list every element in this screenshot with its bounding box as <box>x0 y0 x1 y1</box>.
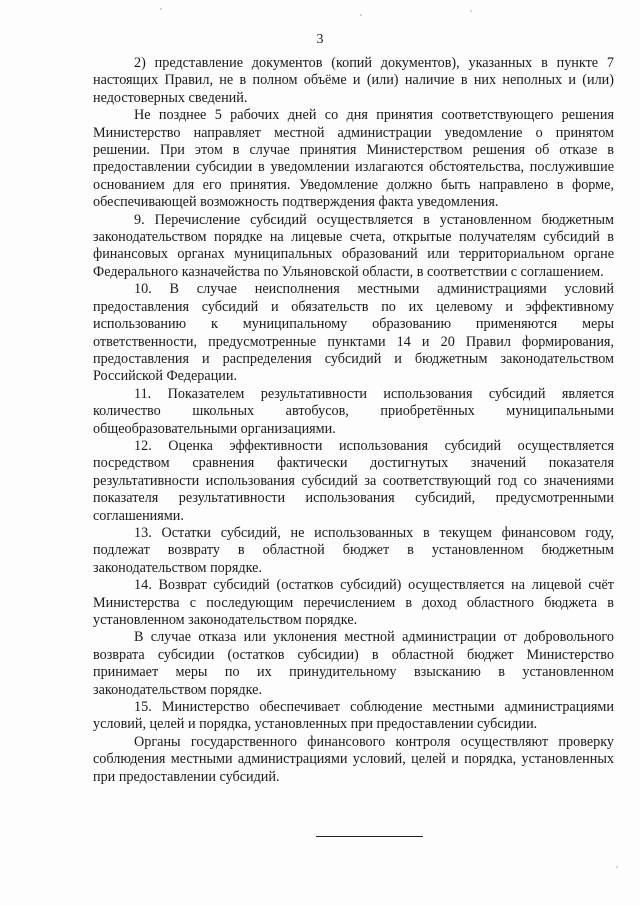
paragraph-clause-12: 12. Оценка эффективности использования субсидий осуществляется посредством сравнения фактически достигнутых значений показателя результативности использования субсидий за соответствующий год со значениями показателя результативности использования субсидий, предусмотренными соглашениями. <box>93 437 614 524</box>
scan-speck <box>160 8 162 10</box>
paragraph-clause-14: 14. Возврат субсидий (остатков субсидий) осуществляется на лицевой счёт Министерства с последующим перечислением в доход областного бюджета в установленном законодательством порядке. <box>93 577 614 628</box>
paragraph-clause-9: 9. Перечисление субсидий осуществляется в установленном бюджетным законодательством порядке на лицевые счета, открытые получателям субсидий в финансовых органах муниципальных образований или территориальном органе Федерального казначейства по Ульяновской области, в соответствии с соглашением. <box>93 211 614 280</box>
paragraph-clause-13: 13. Остатки субсидий, не использованных в текущем финансовом году, подлежат возврату в областной бюджет в установленном бюджетным законодательством порядке. <box>93 524 614 576</box>
page-number: 3 <box>316 32 324 47</box>
paragraph-clause-2: 2) представление документов (копий документов), указанных в пункте 7 настоящих Правил, не в полном объёме и (или) наличие в них неполных и (или) недостоверных сведений. <box>93 55 614 106</box>
paragraph-clause-11: 11. Показателем результативности использования субсидий является количество школьных автобусов, приобретённых муниципальными общеобразовательными организациями. <box>93 385 614 437</box>
paragraph-control-bodies: Органы государственного финансового контроля осуществляют проверку соблюдения местными администрациями условий, целей и порядка, установленных при предоставлении субсидий. <box>93 733 614 785</box>
scan-speck <box>360 14 362 16</box>
document-body <box>93 55 614 786</box>
end-separator-line <box>316 836 423 837</box>
scan-speck <box>470 10 472 12</box>
paragraph-refusal: В случае отказа или уклонения местной администрации от добровольного возврата субсидии (остатков субсидии) в областной бюджет Министерство принимает меры по их принудительному взысканию в установленном законодательством порядке. <box>93 629 614 698</box>
scan-speck <box>616 866 618 868</box>
paragraph-clause-15: 15. Министерство обеспечивает соблюдение местными администрациями условий, целей и порядка, установленных при предоставлении субсидии. <box>93 699 614 733</box>
paragraph-notification: Не позднее 5 рабочих дней со дня принятия соответствующего решения Министерство направляет местной администрации уведомление о принятом решении. При этом в случае принятия Министерством решения об отказе в предоставлении субсидии в уведомлении излагаются обстоятельства, послужившие основанием для его принятия. Уведомление должно быть направлено в форме, обеспечивающей возможность подтверждения факта уведомления. <box>93 107 614 211</box>
paragraph-clause-10: 10. В случае неисполнения местными администрациями условий предоставления субсидий и обязательств по их целевому и эффективному использованию к муниципальному образованию применяются меры ответственности, предусмотренные пунктами 14 и 20 Правил формирования, предоставления и распределения субсидий и бюджетным законодательством Российской Федерации. <box>93 281 614 385</box>
